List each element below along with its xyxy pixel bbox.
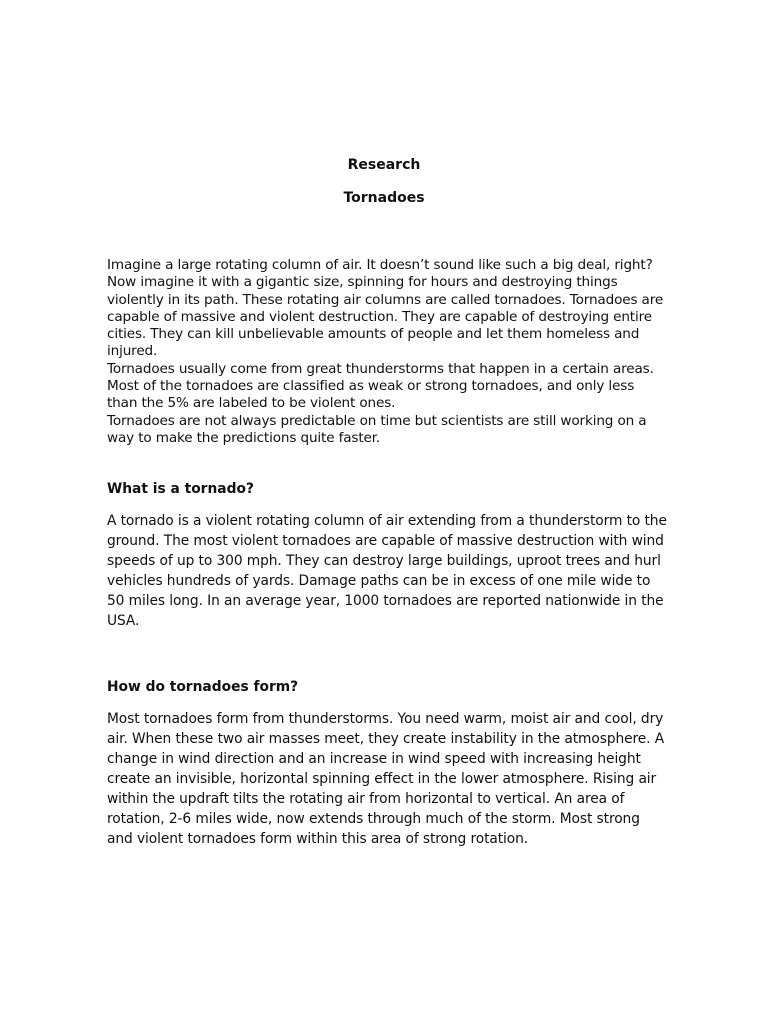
section-heading-what-is-a-tornado: What is a tornado?	[107, 481, 254, 497]
document-title: Research	[347, 157, 421, 173]
intro-paragraph: Tornadoes usually come from great thunderstorms that happen in a certain areas. Most of the tornadoes are classified as weak or strong tornadoes, and only less than the 5% are labeled to be violent ones.	[107, 360, 654, 412]
intro-section	[107, 257, 667, 447]
section-paragraph: Most tornadoes form from thunderstorms. You need warm, moist air and cool, dry air. When these two air masses meet, they create instability in the atmosphere. A change in wind direction and an increase in wind speed with increasing height create an invisible, horizontal spinning effect in the lower atmosphere. Rising air within the updraft tilts the rotating air from horizontal to vertical. An area of rotation, 2-6 miles wide, now extends through much of the storm. Most strong and violent tornadoes form within this area of strong rotation.	[107, 711, 665, 847]
document-subtitle: Tornadoes	[343, 190, 425, 206]
section-paragraph: A tornado is a violent rotating column of air extending from a thunderstorm to the ground. The most violent tornadoes are capable of massive destruction with wind speeds of up to 300 mph. They can destroy large buildings, uproot trees and hurl vehicles hundreds of yards. Damage paths can be in excess of one mile wide to 50 miles long. In an average year, 1000 tornadoes are reported nationwide in the USA.	[107, 513, 667, 629]
section-body-how-do-tornadoes-form	[107, 709, 667, 849]
intro-paragraph: Tornadoes are not always predictable on time but scientists are still working on a way to make the predictions quite faster.	[107, 412, 647, 446]
section-body-what-is-a-tornado	[107, 511, 667, 631]
section-heading-how-do-tornadoes-form: How do tornadoes form?	[107, 679, 299, 695]
intro-paragraph: Imagine a large rotating column of air. It doesn’t sound like such a big deal, right? Now imagine it with a gigantic size, spinning for hours and destroying things violently in its path. These rotating air columns are called tornadoes. Tornadoes are capable of massive and violent destruction. They are capable of destroying entire cities. They can kill unbelievable amounts of people and let them homeless and injured.	[107, 257, 664, 360]
